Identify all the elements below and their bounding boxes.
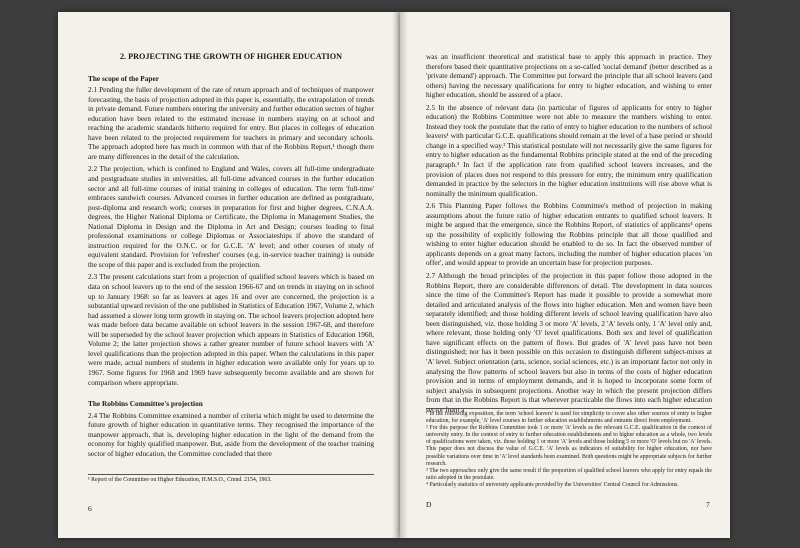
right-page-number: 7 xyxy=(706,500,710,509)
left-footnotes xyxy=(88,474,374,484)
left-text-column xyxy=(88,52,374,461)
paragraph-2-4: 2.4 The Robbins Committee examined a number of criteria which might be used to determine the future growth of higher education in quantitative terms. They recognised the importance of the manpower approach, that is, developing higher education in the light of the demand from the economy for highly qualified manpower. But, aside from the development of the teacher training sector of higher education, the Committee concluded that there xyxy=(88,410,374,458)
robbins-subheading: The Robbins Committee's projection xyxy=(88,399,203,409)
scope-subheading: The scope of the Paper xyxy=(88,73,159,83)
paragraph-2-1: 2.1 Pending the fuller development of the rate of return approach and of techniques of manpower forecasting, the basis of projection adopted in this paper is, essentially, the extrapolation of trends in private demand. Future numbers entering the university and further education sectors of higher education have been related to the estimated increase in numbers staying on at school and reaching the academic standards hitherto required for entry. But places in colleges of education have been related to the projected requirement for teachers in primary and secondary schools. The approach adopted here has much in common with that of the Robbins Report,¹ though there are many differences in the detail of the calculation. xyxy=(88,85,374,161)
footnote: ¹ Report of the Committee on Higher Education, H.M.S.O., Cmnd. 2154, 1963. xyxy=(88,477,272,483)
paragraph-2-7: 2.7 Although the broad principles of the projection in this paper follow those adopted in the Robbins Report, there are considerable differences of detail. The development in data sources since the time of the Committee's Report has made it possible to provide a somewhat more detailed and articulated analysis of the flows into higher education. Men and women have been separately identified; and those holding different levels of school leaving qualification have also been distinguished, viz. those holding 3 or more 'A' levels, 2 'A' levels only, 1 'A' level only and, where relevant, those holding only 'O' level qualifications. Both sex and level of qualification have significant effects on the pattern of flows. But grades of 'A' level pass have not been distinguished; nor has it been possible on this occasion to distinguish different subject-mixes at 'A' level. Subject orientation (arts, science, social sciences, etc.) is an important factor not only in analysing the flow patterns of school leavers but also in terms of the costs of higher education provision and in terms of employment demands, and it is hoped to incorporate some form of subject analysis in subsequent projections. Another way in which the present projection differs from that in the Robbins Report is that wherever practicable the flows into each higher education sector from a xyxy=(426,271,712,414)
paragraph-continued: was an insufficient theoretical and statistical base to apply this approach in practice. They therefore based their quantitative projections on a so-called 'social demand' (better described as a 'private demand') approach. The Committee put forward the principle that all school leavers (and others) having the necessary qualifications for entry to higher education, and wishing to enter higher education, should be assured of a place. xyxy=(426,52,712,100)
chapter-heading: 2. PROJECTING THE GROWTH OF HIGHER EDUCATION xyxy=(119,52,343,61)
paragraph-2-6: 2.6 This Planning Paper follows the Robbins Committee's method of projection in making assumptions about the future ratio of higher education entrants to qualified school leavers. It might be argued that the emergence, since the Robbins Report, of statistics of applicants⁴ opens up the possibility of explicitly following the Robbins principle that all those qualified and wishing to enter higher education should be enabled to do so. In fact the observed number of applicants depends on a great many factors, including the number of higher education places 'on offer', and would appear to provide an uncertain base for projection purposes. xyxy=(426,201,712,268)
paragraph-2-5: 2.5 In the absence of relevant data (in particular of figures of applicants for entry to higher education) the Robbins Committee were not able to measure the numbers wishing to enter. Instead they took the postulate that the ratio of entry to higher education to the numbers of school leavers¹ with particular G.C.E. qualifications should remain at the level of a base period or should change in a specified way.² This statistical postulate will not necessarily give the same figures for entry to higher education as the fundamental Robbins principle stated at the end of the preceding paragraph.³ In fact if the application rate from qualified school leavers increases, and the provision of places does not respond to this pressure for entry, the minimum entry qualification demanded in practice by the selectors in the higher education institutions will rise above what is nominally the minimum qualification. xyxy=(426,102,712,198)
paragraph-2-2: 2.2 The projection, which is confined to England and Wales, covers all full-time undergraduate and postgraduate studies in universities, all full-time advanced courses in the further education sector and all full-time courses of initial training in colleges of education. The term 'full-time' embraces sandwich courses. Advanced courses in further education are defined as postgraduate, post-diploma and research work; courses in preparation for first and higher degrees, C.N.A.A. degrees, the Higher National Diploma or Certificate, the Diploma in Management Studies, the National Diploma in Design and the Diploma in Art and Design; courses leading to final professional examinations or college Diplomas or Associateships if above the standard of instruction required for the O.N.C. or for G.C.E. 'A' level; and other courses of study of equivalent standard. Provision for 'refresher' courses (e.g. in-service teacher training) is outside the scope of this paper and is excluded from the projection. xyxy=(88,164,374,269)
footnote: ² For this purpose the Robbins Committee took 1 or more 'A' levels as the relevant G.C.E. qualification in the context of university entry. In the context of entry to further education establishments and to higher education as a whole, two levels of qualifications were taken, viz. those holding 1 or more 'A' levels and those holding 5 or more 'O' levels but no 'A' levels. This paper does not discuss the value of G.C.E. 'A' levels as indicators of suitability for higher education, nor have possible variations over time in 'A' level standards been examined. Both questions might be appropriate subjects for further research. xyxy=(426,425,712,467)
left-page xyxy=(58,12,400,538)
right-text-column xyxy=(426,52,712,417)
footnote: ¹ In the following exposition, the term 'school leavers' is used for simplicity to cover also other sources of entry to higher education, for example, 'A' level courses in further education establishments and entrants direct from employment. xyxy=(426,411,712,425)
left-page-number: 6 xyxy=(88,504,92,513)
right-footnotes xyxy=(426,408,712,489)
right-page xyxy=(400,12,730,538)
paragraph-2-3: 2.3 The present calculations start from a projection of qualified school leavers which is based on data on school leavers up to the end of the session 1966-67 and on trends in staying on in school up to January 1968: so far as leavers at ages 16 and over are concerned, the projection is a substantial upward revision of the one published in Statistics of Education 1967, Volume 2, which had assumed a slower long term growth in staying on. The school leavers projection adopted here was made before data became available on school leavers in the session 1967-68, and therefore will be superseded by the school leaver projection which appears in Statistics of Education 1968, Volume 2; the latter projection shows a rather greater number of future school leavers with 'A' level qualifications than the projection adopted in this paper. When the calculations in this paper were made, actual numbers of students in higher education were available only for years up to 1967. Some figures for 1968 and 1969 have subsequently become available and are shown for comparison where appropriate. xyxy=(88,272,374,387)
signature-mark: D xyxy=(426,500,432,509)
footnote: ⁴ Particularly statistics of university applicants provided by the Universities' Central Council for Admissions. xyxy=(426,481,679,488)
footnote: ³ The two approaches only give the same result if the proportion of qualified school leavers who apply for entry equals the ratio adopted in the postulate. xyxy=(426,467,712,481)
